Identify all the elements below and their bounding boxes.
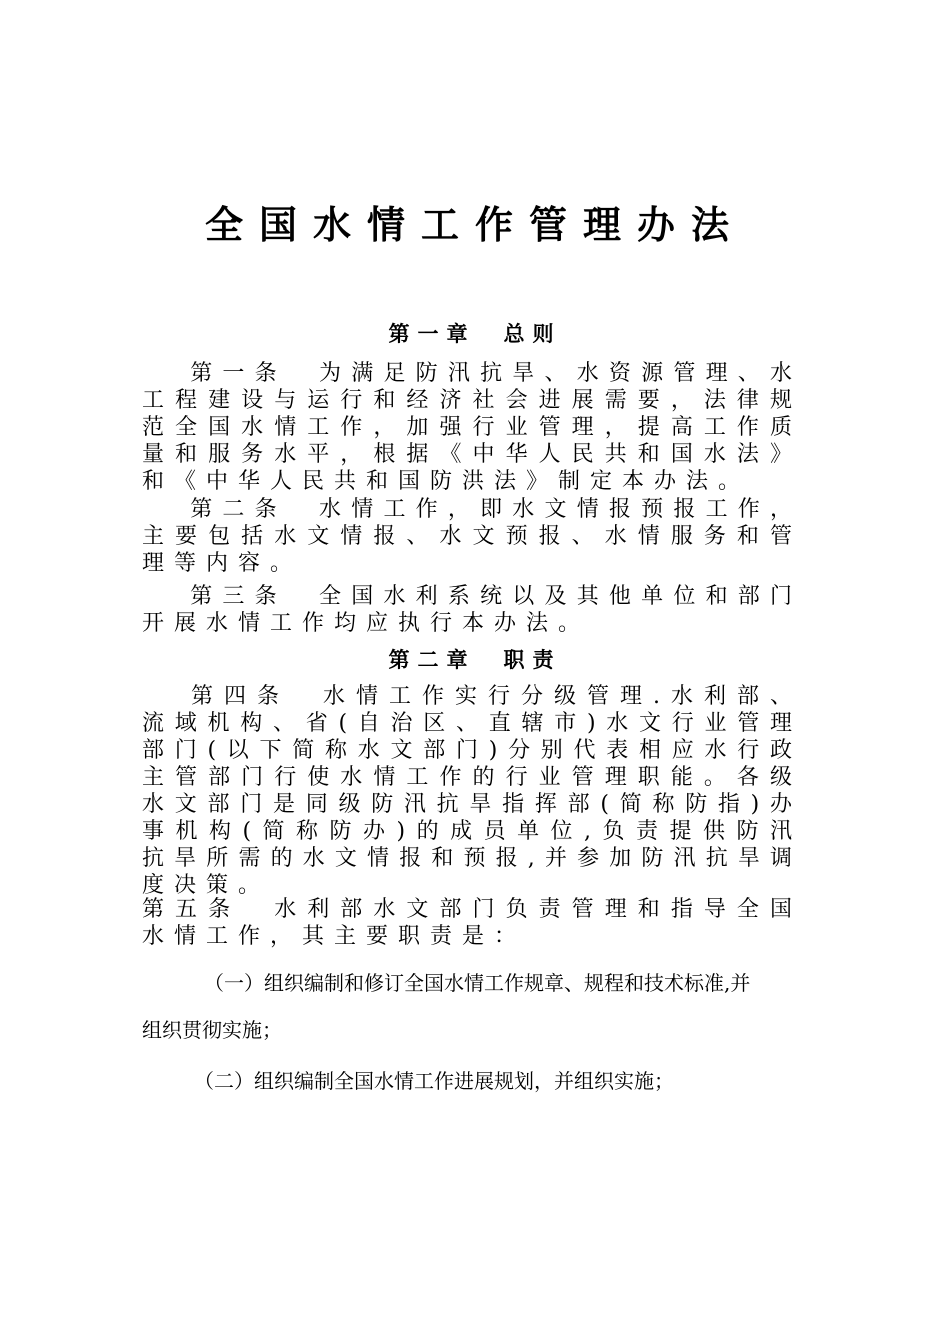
chapter-2-number: 第二章 (388, 648, 476, 672)
chapter-2-name: 职责 (503, 648, 562, 672)
article-3 (142, 583, 802, 637)
chapter-2-heading (0, 646, 950, 674)
article-4 (142, 683, 802, 899)
article-5 (142, 896, 802, 950)
article-2-text: 第二条 水情工作，即水文情报预报工作，主要包括水文情报、水文预报、水情服务和管理等内容。 (142, 497, 802, 576)
item-2: （二）组织编制全国水情工作进展规划，并组织实施； (194, 1069, 674, 1093)
article-1 (142, 360, 802, 495)
item-1-line-1: （一）组织编制和修订全国水情工作规章、规程和技术标准,并 (204, 971, 751, 995)
document-title: 全国水情工作管理办法 (204, 203, 745, 247)
article-2 (142, 496, 802, 577)
chapter-1-name: 总则 (503, 322, 562, 346)
article-4-text: 第四条 水情工作实行分级管理.水利部、流域机构、省(自治区、直辖市)水文行业管理部门(以下简称水文部门)分别代表相应水行政主管部门行使水情工作的行业管理职能。各级水文部门是同级防汛抗旱指挥部(简称防指)办事机构(简称防办)的成员单位,负责提供防汛抗旱所需的水文情报和预报,并参加防汛抗旱调度决策。 (142, 684, 802, 898)
article-1-text: 第一条 为满足防汛抗旱、水资源管理、水工程建设与运行和经济社会进展需要，法律规范全国水情工作，加强行业管理，提高工作质量和服务水平，根据《中华人民共和国水法》和《中华人民共和国防洪法》制定本办法。 (142, 361, 802, 494)
chapter-1-heading (0, 320, 950, 348)
chapter-1-number: 第一章 (388, 322, 476, 346)
item-1-line-2: 组织贯彻实施； (142, 1018, 282, 1042)
article-5-text: 第五条 水利部水文部门负责管理和指导全国水情工作，其主要职责是： (142, 897, 802, 949)
article-3-text: 第三条 全国水利系统以及其他单位和部门开展水情工作均应执行本办法。 (142, 584, 802, 636)
